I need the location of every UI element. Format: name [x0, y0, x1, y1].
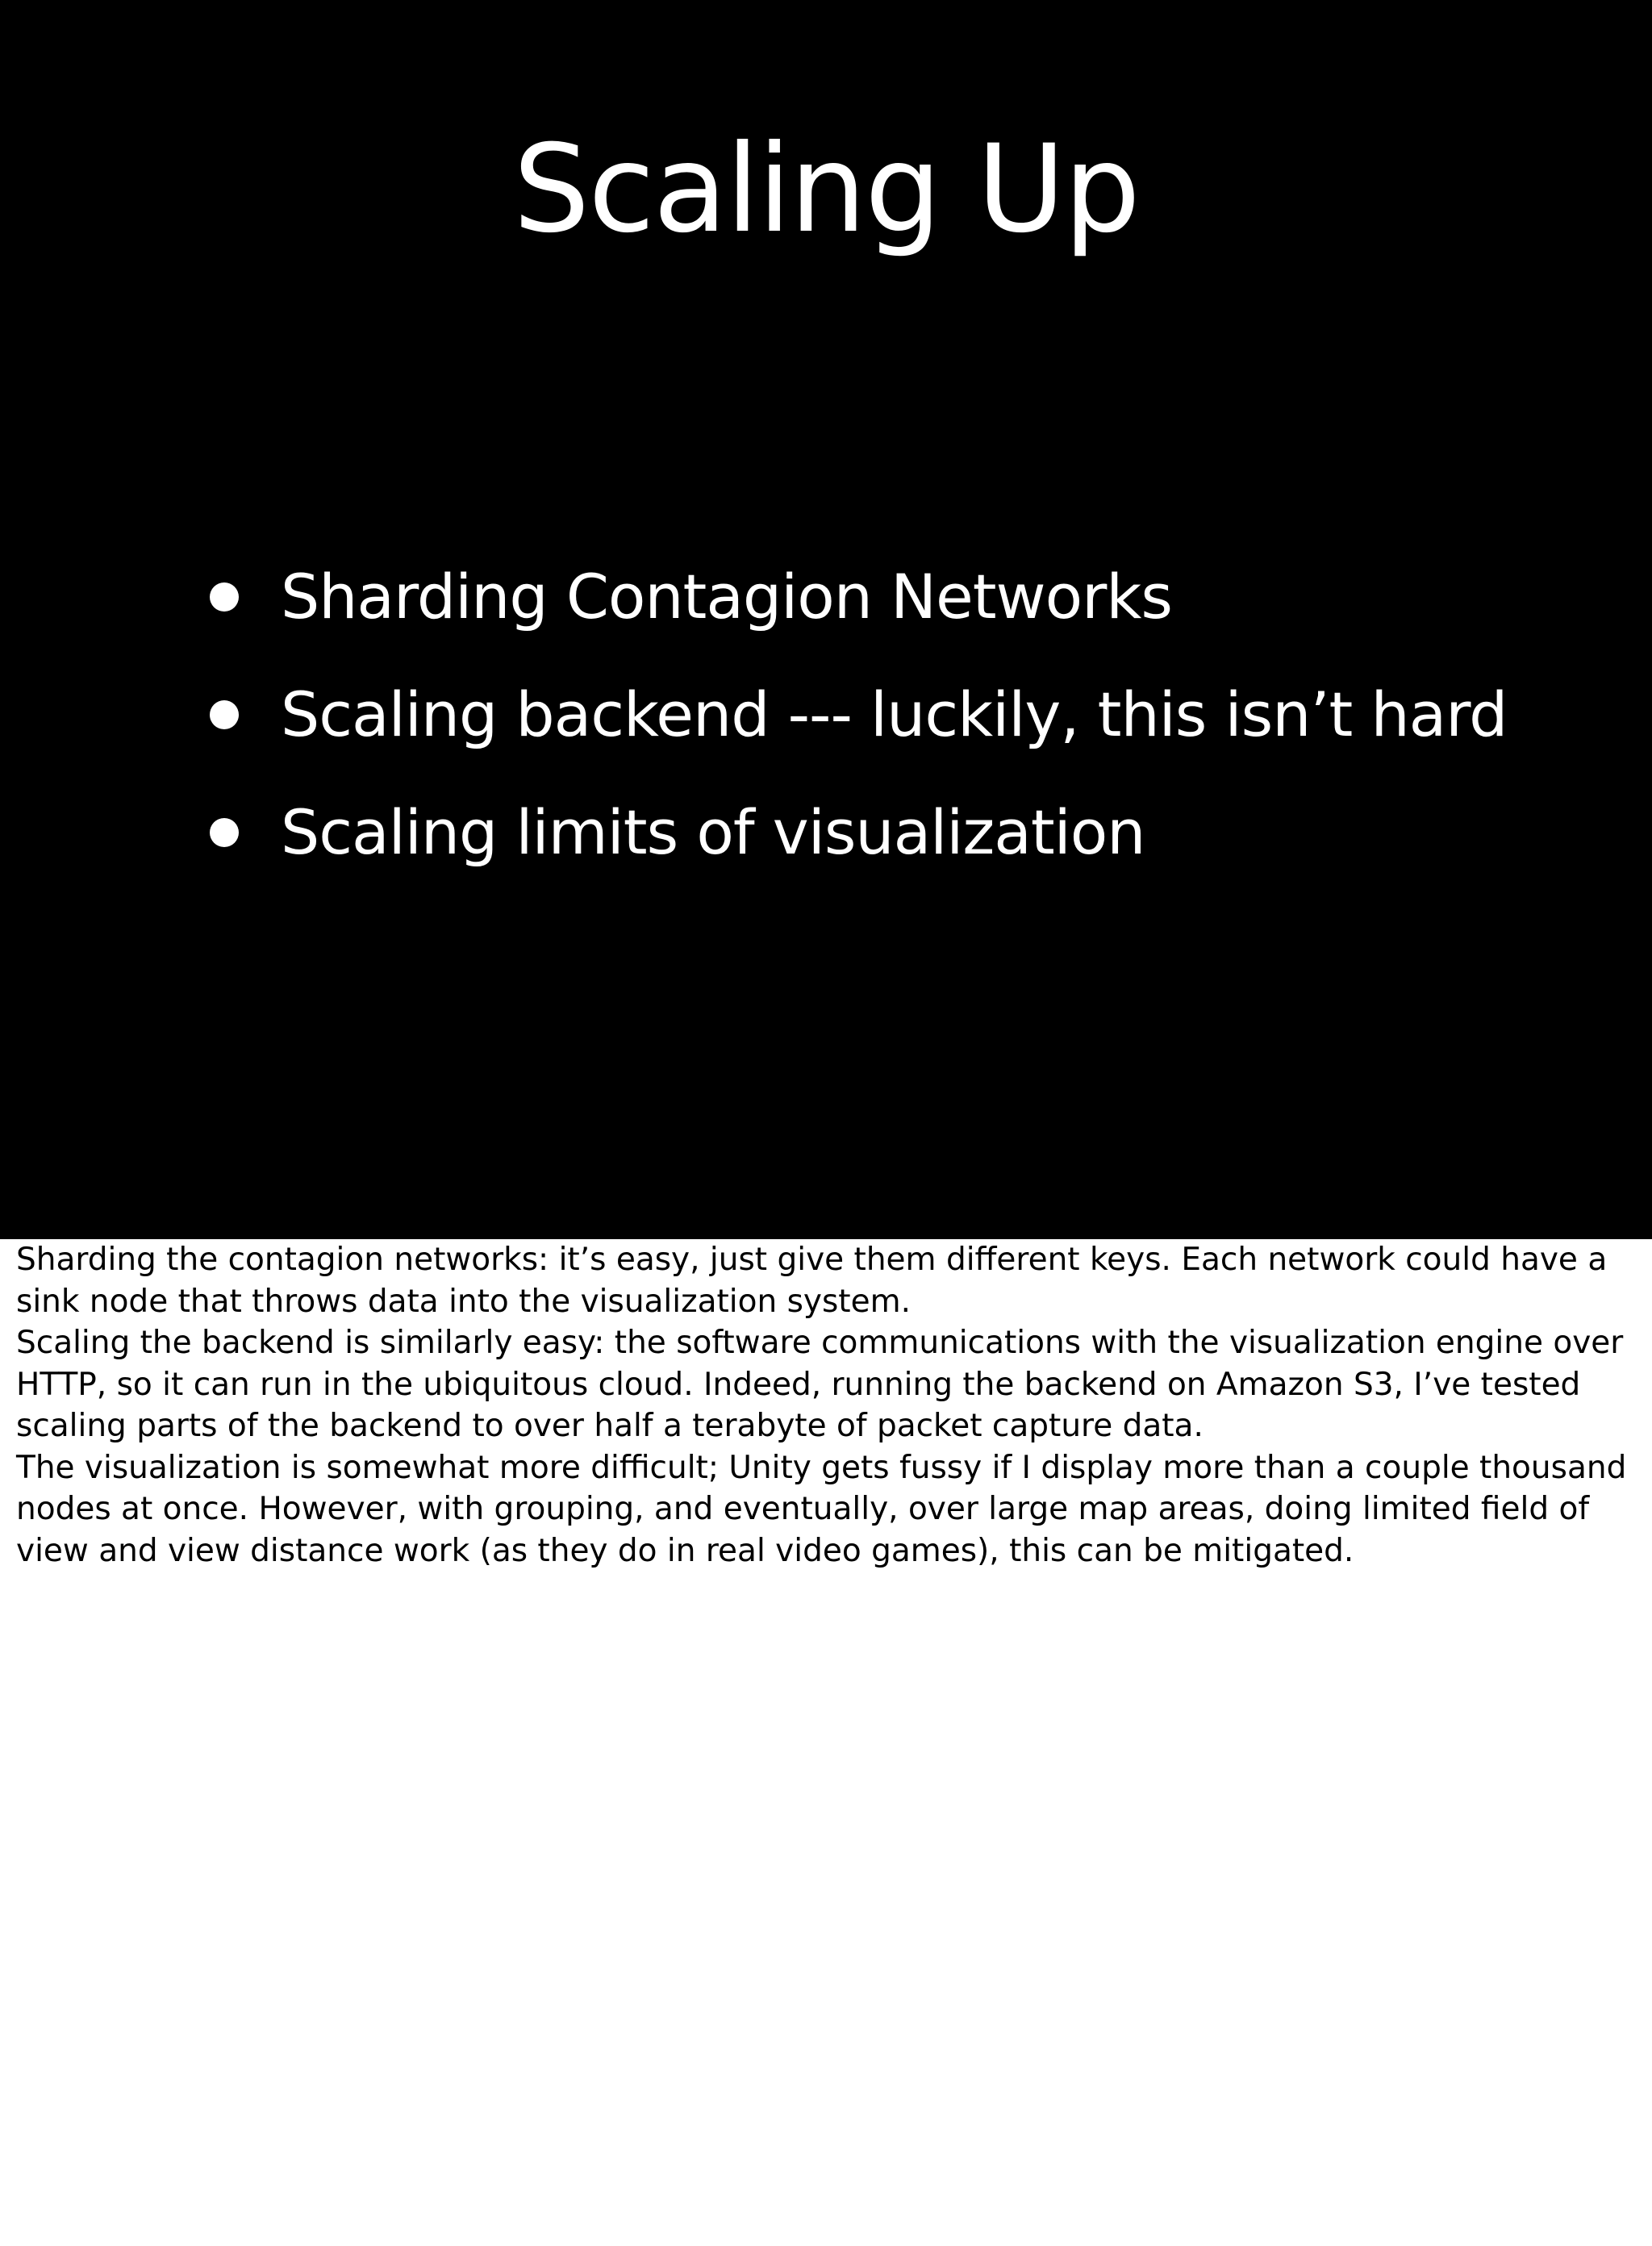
bullet-text: Sharding Contagion Networks — [281, 561, 1173, 632]
bullet-item — [210, 792, 1507, 910]
bullet-item — [210, 674, 1507, 792]
bullet-text: Scaling backend --- luckily, this isn’t hard — [281, 678, 1508, 750]
bullet-item — [210, 557, 1507, 674]
bullet-dot-icon — [210, 818, 239, 847]
notes-paragraph: Sharding the contagion networks: it’s easy, just give them different keys. Each network could have a sink node that throws data into the visualization system. — [16, 1242, 1608, 1320]
bullet-list — [210, 557, 1507, 910]
bullet-dot-icon — [210, 582, 239, 612]
bullet-dot-icon — [210, 700, 239, 729]
notes-paragraph: Scaling the backend is similarly easy: the software communications with the visualization engine over HTTP, so it can run in the ubiquitous cloud. Indeed, running the backend on Amazon S3, I’ve tested scaling parts of the backend to over half a terabyte of packet capture data. — [16, 1325, 1624, 1444]
bullet-text: Scaling limits of visualization — [281, 796, 1145, 868]
speaker-notes — [16, 1239, 1637, 1572]
slide-title: Scaling Up — [513, 119, 1139, 260]
notes-paragraph: The visualization is somewhat more difficult; Unity gets fussy if I display more than a couple thousand nodes at once. However, with grouping, and eventually, over large map areas, doing limited field of view and view distance work (as they do in real video games), this can be mitigated. — [16, 1449, 1627, 1569]
